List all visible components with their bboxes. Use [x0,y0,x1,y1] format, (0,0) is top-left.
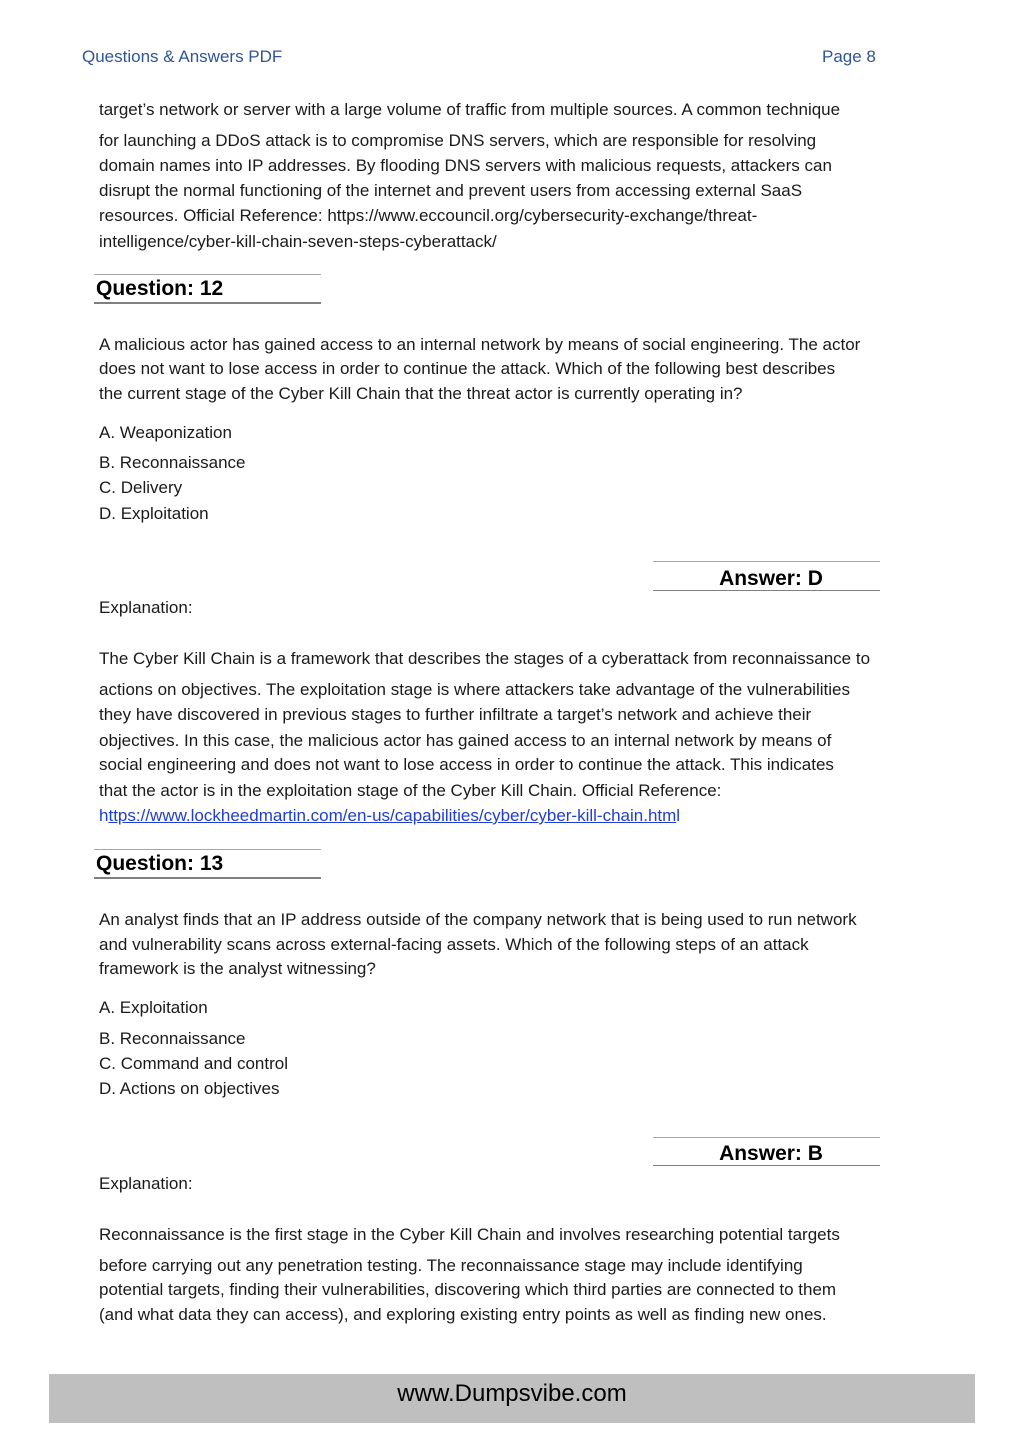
link-text-end: l [676,806,681,825]
text-line: intelligence/cyber-kill-chain-seven-steps-cyberattack/ [99,232,497,251]
text-line: A malicious actor has gained access to an internal network by means of social engineering. The actor [99,335,861,354]
answer-13: Answer: B [719,1142,823,1165]
text-line: (and what data they can access), and exploring existing entry points as well as finding new ones. [99,1305,827,1324]
text-line: Reconnaissance is the first stage in the Cyber Kill Chain and involves researching potential targets [99,1225,840,1244]
text-line: and vulnerability scans across external-facing assets. Which of the following steps of an attack [99,935,809,954]
divider [94,849,321,850]
option-a: A. Weaponization [99,423,232,442]
answer-12: Answer: D [719,567,823,590]
divider [94,877,321,879]
link-text-start: h [99,806,109,825]
footer-website: www.Dumpsvibe.com [397,1380,627,1407]
option-b: B. Reconnaissance [99,1029,246,1048]
reference-link[interactable] [99,803,680,828]
option-a: A. Exploitation [99,998,208,1017]
divider [94,302,321,304]
text-line: actions on objectives. The exploitation stage is where attackers take advantage of the vulnerabilities [99,680,850,699]
text-line: framework is the analyst witnessing? [99,959,376,978]
option-d: D. Exploitation [99,504,209,523]
option-c: C. Delivery [99,478,183,497]
text-line: objectives. In this case, the malicious actor has gained access to an internal network by means of [99,731,832,750]
divider [653,590,880,591]
text-line: the current stage of the Cyber Kill Chain that the threat actor is currently operating in? [99,384,743,403]
text-line: The Cyber Kill Chain is a framework that describes the stages of a cyberattack from reconnaissance to [99,649,871,668]
option-b: B. Reconnaissance [99,453,246,472]
page-number: Page 8 [822,47,876,66]
text-line: does not want to lose access in order to continue the attack. Which of the following best describes [99,359,836,378]
header-title: Questions & Answers PDF [82,47,283,66]
text-line: target’s network or server with a large volume of traffic from multiple sources. A common technique [99,100,841,119]
divider [653,1165,880,1166]
text-line: potential targets, finding their vulnerabilities, discovering which third parties are connected to them [99,1280,837,1299]
divider [653,1137,880,1138]
text-line: for launching a DDoS attack is to compromise DNS servers, which are responsible for resolving [99,131,817,150]
text-line: that the actor is in the exploitation stage of the Cyber Kill Chain. Official Reference: [99,781,722,800]
link-text-underlined: ttps://www.lockheedmartin.com/en-us/capabilities/cyber/cyber-kill-chain.htm [108,806,677,825]
text-line: resources. Official Reference: https://www.eccouncil.org/cybersecurity-exchange/threat- [99,206,758,225]
explanation-label: Explanation: [99,598,193,617]
option-d: D. Actions on objectives [99,1079,280,1098]
text-line: before carrying out any penetration testing. The reconnaissance stage may include identifying [99,1256,803,1275]
divider [94,274,321,275]
footer-bar [49,1374,975,1423]
explanation-label: Explanation: [99,1174,193,1193]
question-13-title: Question: 13 [96,852,224,875]
text-line: social engineering and does not want to lose access in order to continue the attack. This indicates [99,755,834,774]
text-line: An analyst finds that an IP address outside of the company network that is being used to run network [99,910,857,929]
text-line: they have discovered in previous stages to further infiltrate a target’s network and achieve their [99,705,812,724]
text-line: disrupt the normal functioning of the internet and prevent users from accessing external SaaS [99,181,803,200]
option-c: C. Command and control [99,1054,288,1073]
divider [653,561,880,562]
question-12-title: Question: 12 [96,277,224,300]
text-line: domain names into IP addresses. By flooding DNS servers with malicious requests, attackers can [99,156,832,175]
